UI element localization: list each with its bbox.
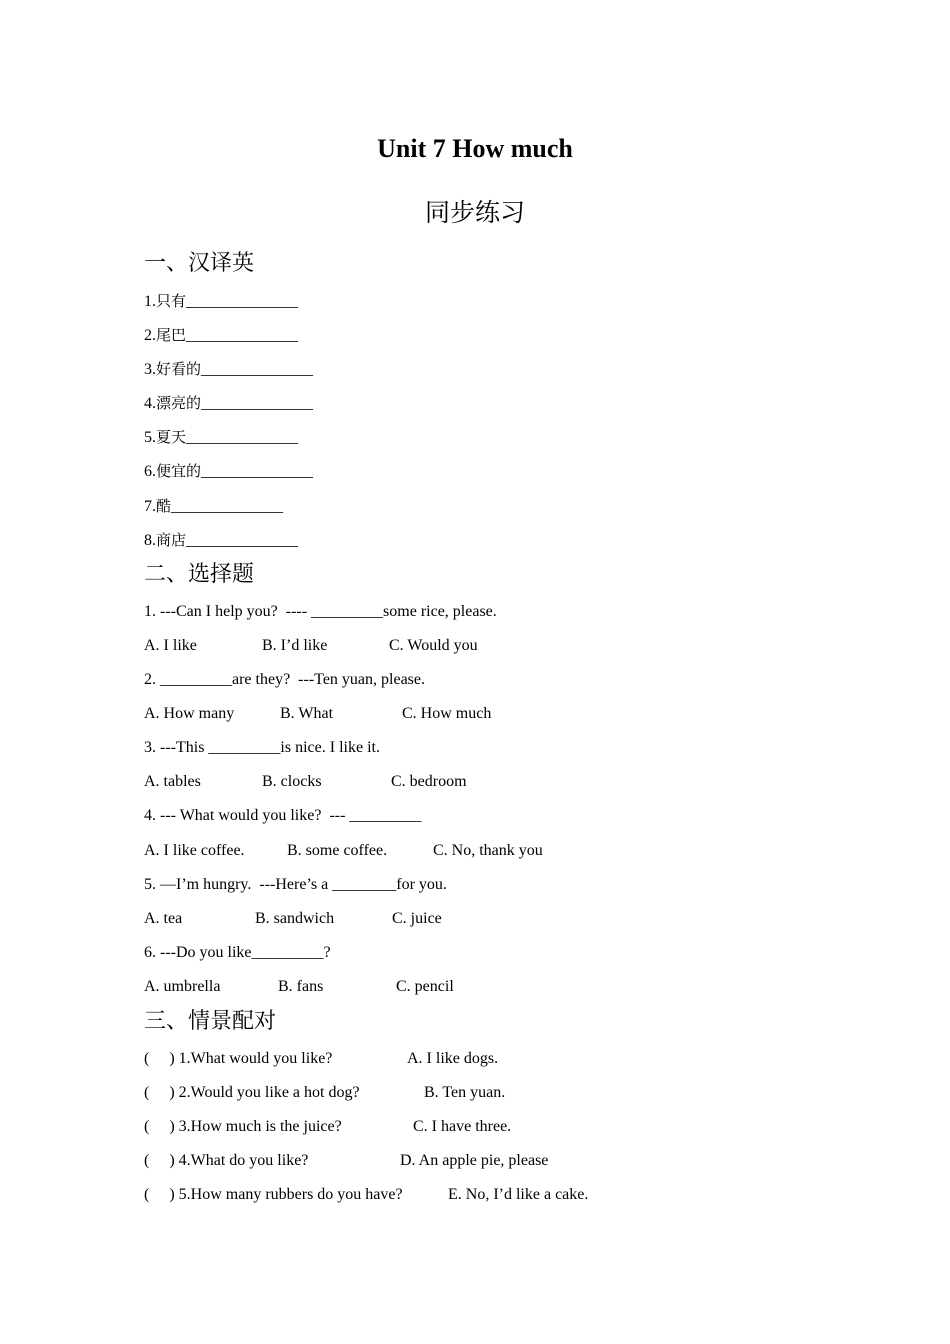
matching-answer: A. I like dogs. [407, 1050, 499, 1067]
matching-question: ( ) 1.What would you like? [144, 1050, 333, 1067]
matching-answer: E. No, I’d like a cake. [448, 1186, 589, 1203]
matching-row [144, 1116, 744, 1138]
answer-options [144, 908, 644, 930]
translation-item: 1.只有______________ [144, 292, 299, 310]
option-a: A. tables [144, 773, 201, 790]
translation-item: 7.酷______________ [144, 497, 284, 515]
matching-row [144, 1184, 744, 1206]
translation-item: 3.好看的______________ [144, 360, 314, 378]
translation-item: 5.夏天______________ [144, 428, 299, 446]
matching-question: ( ) 4.What do you like? [144, 1152, 309, 1169]
option-c: C. No, thank you [433, 842, 543, 859]
matching-question: ( ) 2.Would you like a hot dog? [144, 1084, 360, 1101]
page-title: Unit 7 How much [377, 134, 573, 163]
option-c: C. bedroom [391, 773, 467, 790]
option-a: A. How many [144, 705, 235, 722]
question-text: 5. —I’m hungry. ---Here’s a ________for you. [144, 876, 447, 893]
matching-row [144, 1150, 744, 1172]
option-b: B. clocks [262, 773, 322, 790]
answer-options [144, 703, 644, 725]
option-b: B. sandwich [255, 910, 335, 927]
matching-row [144, 1082, 744, 1104]
section-heading-translation: 一、汉译英 [144, 251, 255, 276]
page-subtitle: 同步练习 [424, 198, 525, 227]
answer-options [144, 976, 644, 998]
option-b: B. fans [278, 978, 324, 995]
option-c: C. juice [392, 910, 442, 927]
option-a: A. I like [144, 637, 197, 654]
section-heading-multiple-choice: 二、选择题 [144, 562, 255, 587]
answer-options [144, 771, 644, 793]
question-text: 1. ---Can I help you? ---- _________some rice, please. [144, 603, 497, 620]
option-c: C. How much [402, 705, 492, 722]
option-c: C. Would you [389, 637, 478, 654]
option-b: B. some coffee. [287, 842, 388, 859]
option-b: B. What [280, 705, 334, 722]
translation-item: 4.漂亮的______________ [144, 394, 314, 412]
answer-options [144, 635, 644, 657]
matching-answer: C. I have three. [413, 1118, 512, 1135]
option-a: A. I like coffee. [144, 842, 245, 859]
matching-question: ( ) 5.How many rubbers do you have? [144, 1186, 403, 1203]
section-heading-matching: 三、情景配对 [144, 1009, 277, 1034]
question-text: 2. _________are they? ---Ten yuan, please. [144, 671, 425, 688]
question-text: 6. ---Do you like_________? [144, 944, 331, 961]
translation-item: 8.商店______________ [144, 531, 299, 549]
matching-row [144, 1048, 744, 1070]
option-c: C. pencil [396, 978, 454, 995]
question-text: 4. --- What would you like? --- _________ [144, 807, 422, 824]
option-a: A. umbrella [144, 978, 221, 995]
matching-question: ( ) 3.How much is the juice? [144, 1118, 342, 1135]
matching-answer: D. An apple pie, please [400, 1152, 549, 1169]
answer-options [144, 840, 644, 862]
matching-answer: B. Ten yuan. [424, 1084, 506, 1101]
option-a: A. tea [144, 910, 183, 927]
translation-item: 2.尾巴______________ [144, 326, 299, 344]
translation-item: 6.便宜的______________ [144, 462, 314, 480]
option-b: B. I’d like [262, 637, 328, 654]
question-text: 3. ---This _________is nice. I like it. [144, 739, 380, 756]
